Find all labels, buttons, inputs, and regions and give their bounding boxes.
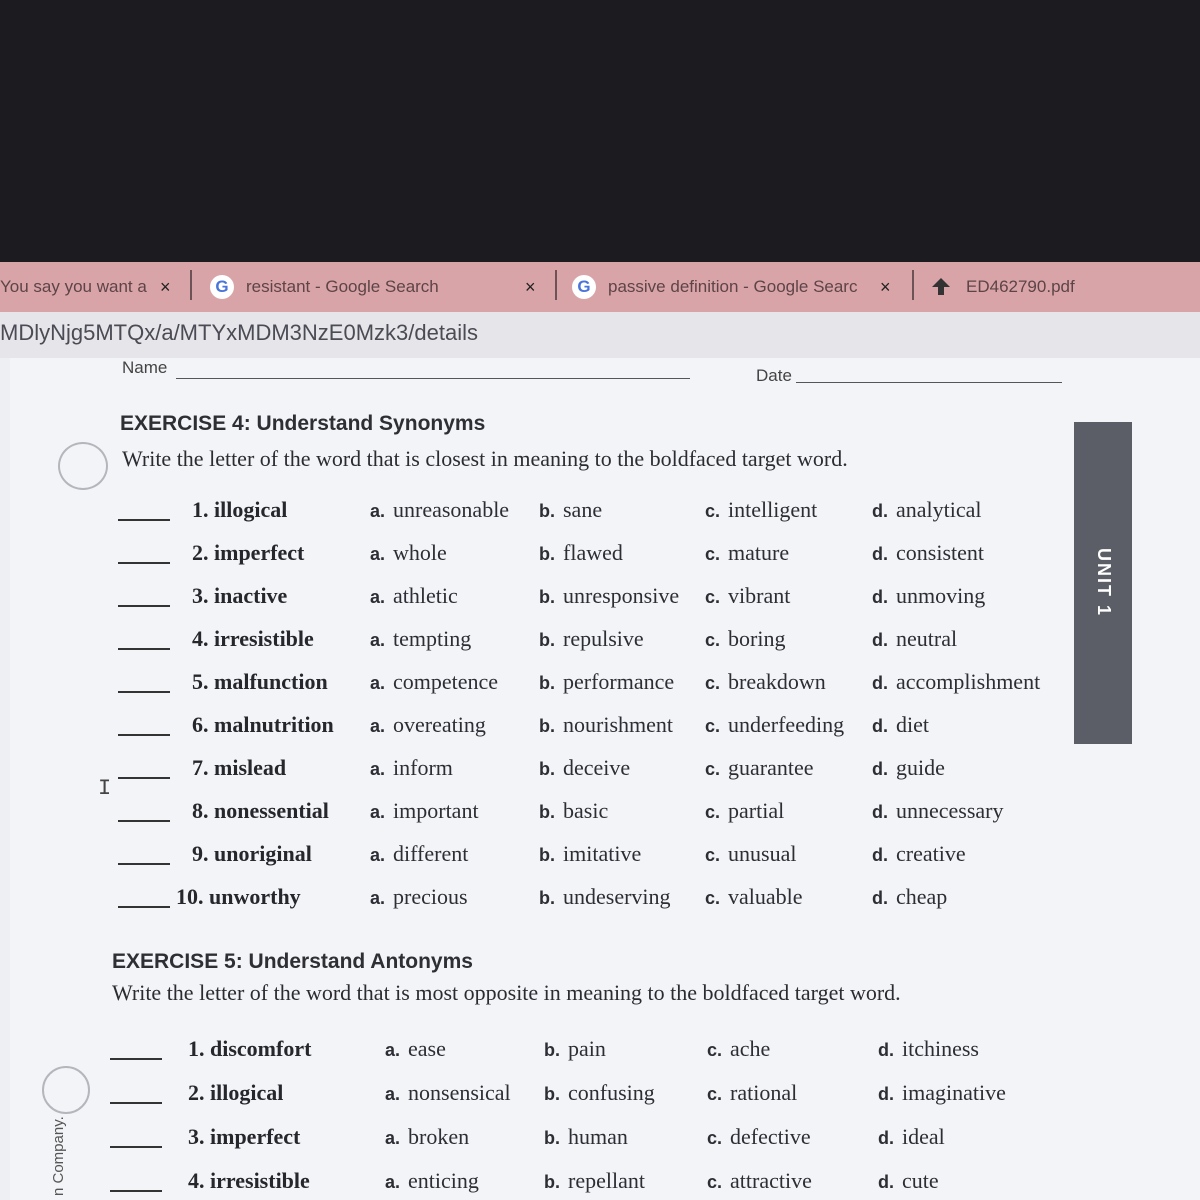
question-number: 3. [192,583,209,608]
question-row [0,712,1060,742]
option-text: deceive [563,755,631,780]
option-text: overeating [393,712,486,737]
answer-blank[interactable] [118,863,170,865]
option-text: imitative [563,841,642,866]
option-letter: b. [544,1172,560,1192]
option-text: guide [896,755,945,780]
option-text: basic [563,798,609,823]
publisher-credit: n Company. [50,1116,67,1196]
option-text: cute [902,1168,939,1193]
target-word [188,1124,300,1150]
address-bar[interactable] [0,312,1200,358]
option-d [872,540,984,566]
option-a [385,1124,469,1150]
target-word-text: malnutrition [214,712,334,737]
target-word [192,497,287,523]
option-text: rational [730,1080,798,1105]
option-letter: b. [539,630,555,650]
hole-punch-circle [58,442,108,490]
option-text: ease [408,1036,446,1061]
target-word [192,755,286,781]
target-word-text: illogical [210,1080,284,1105]
option-d [872,841,966,867]
answer-blank[interactable] [118,648,170,650]
option-text: attractive [730,1168,812,1193]
option-b [539,798,608,824]
answer-blank[interactable] [110,1058,162,1060]
option-letter: a. [385,1040,401,1060]
option-letter: c. [705,802,721,822]
option-a [370,798,479,824]
option-a [370,540,447,566]
option-letter: a. [370,673,386,693]
option-text: competence [393,669,499,694]
option-a [385,1080,511,1106]
option-letter: c. [705,845,721,865]
option-letter: d. [872,888,888,908]
option-a [370,841,468,867]
option-letter: a. [370,587,386,607]
question-number: 3. [188,1124,205,1149]
unit-label: UNIT 1 [1094,548,1114,618]
answer-blank[interactable] [118,820,170,822]
exercise-5-instruction: Write the letter of the word that is most opposite in meaning to the boldfaced target word. [112,980,901,1005]
option-d [878,1168,939,1194]
tab-you-say-you-want[interactable] [0,270,185,304]
question-row [0,884,1060,914]
option-text: valuable [728,884,803,909]
date-label: Date [756,366,792,385]
option-c [707,1080,797,1106]
option-letter: b. [539,845,555,865]
answer-blank[interactable] [118,734,170,736]
option-c [705,798,784,824]
question-row [0,1168,1060,1198]
option-letter: c. [705,673,721,693]
tab-title: ED462790.pdf [966,277,1075,296]
option-letter: a. [370,630,386,650]
target-word-text: inactive [214,583,288,608]
name-label: Name [122,358,168,377]
option-text: different [393,841,469,866]
option-letter: b. [539,802,555,822]
option-letter: c. [705,759,721,779]
target-word [188,1036,311,1062]
option-c [705,497,817,523]
question-row [0,755,1060,785]
option-c [705,540,789,566]
option-b [539,497,602,523]
option-letter: b. [539,501,555,521]
option-a [370,884,468,910]
answer-blank[interactable] [118,906,170,908]
option-d [872,712,929,738]
option-letter: b. [539,759,555,779]
option-d [878,1124,945,1150]
option-c [705,583,790,609]
answer-blank[interactable] [118,691,170,693]
close-icon[interactable]: × [880,276,891,297]
close-icon[interactable]: × [525,276,536,297]
target-word-text: malfunction [214,669,328,694]
option-d [878,1036,979,1062]
option-text: sane [563,497,603,522]
option-text: nourishment [563,712,673,737]
question-row [0,583,1060,613]
option-text: undeserving [563,884,671,909]
tab-title: passive definition - Google Searc [608,277,858,296]
option-letter: b. [539,888,555,908]
option-text: unresponsive [563,583,680,608]
option-text: guarantee [728,755,814,780]
option-b [539,712,673,738]
option-text: ideal [902,1124,945,1149]
option-b [544,1080,655,1106]
url-text[interactable]: MDlyNjg5MTQx/a/MTYxMDM3NzE0Mzk3/details [0,320,478,345]
target-word-text: nonessential [214,798,329,823]
option-text: athletic [393,583,458,608]
option-text: human [568,1124,628,1149]
option-letter: d. [872,587,888,607]
question-row [0,798,1060,828]
target-word-text: illogical [214,497,288,522]
option-c [705,669,826,695]
option-c [705,841,796,867]
target-word-text: unoriginal [214,841,312,866]
target-word-text: imperfect [210,1124,301,1149]
option-letter: c. [705,501,721,521]
option-letter: a. [370,845,386,865]
option-c [705,712,844,738]
option-d [872,626,957,652]
google-icon: G [572,275,596,299]
target-word [188,1168,310,1194]
target-word [176,884,301,910]
option-letter: c. [705,544,721,564]
question-number: 6. [192,712,209,737]
option-b [539,583,679,609]
option-d [872,755,945,781]
option-letter: a. [370,544,386,564]
option-letter: d. [872,759,888,779]
option-text: nonsensical [408,1080,511,1105]
target-word-text: irresistible [214,626,314,651]
question-row [0,1080,1060,1110]
option-text: cheap [896,884,948,909]
tab-title: resistant - Google Search [246,277,439,296]
option-text: unmoving [896,583,986,608]
question-number: 1. [188,1036,205,1061]
option-letter: d. [872,845,888,865]
option-a [370,712,486,738]
option-text: itchiness [902,1036,979,1061]
browser-tab-bar [0,262,1200,312]
option-text: analytical [896,497,982,522]
option-text: unreasonable [393,497,510,522]
option-letter: b. [539,587,555,607]
answer-blank[interactable] [118,519,170,521]
option-text: creative [896,841,966,866]
date-line [796,382,1062,383]
target-word-text: irresistible [210,1168,310,1193]
target-word-text: discomfort [210,1036,312,1061]
option-text: flawed [563,540,623,565]
option-d [872,497,982,523]
tab-separator [912,270,914,300]
option-text: ache [730,1036,771,1061]
target-word [188,1080,283,1106]
question-number: 4. [192,626,209,651]
option-letter: d. [878,1040,894,1060]
option-text: inform [393,755,453,780]
option-d [878,1080,1006,1106]
option-a [385,1168,479,1194]
option-letter: b. [539,716,555,736]
exercise-4-instruction: Write the letter of the word that is closest in meaning to the boldfaced target word. [122,446,848,471]
option-letter: c. [705,587,721,607]
option-c [707,1036,770,1062]
exercise-5-title: EXERCISE 5: Understand Antonyms [112,950,473,973]
option-text: precious [393,884,468,909]
option-letter: a. [385,1084,401,1104]
option-letter: b. [539,673,555,693]
option-b [539,669,674,695]
option-a [370,497,509,523]
question-number: 2. [192,540,209,565]
option-b [544,1036,606,1062]
option-text: mature [728,540,790,565]
answer-blank[interactable] [118,562,170,564]
option-d [872,884,947,910]
question-number: 2. [188,1080,205,1105]
option-text: defective [730,1124,811,1149]
option-letter: d. [872,630,888,650]
option-letter: a. [370,802,386,822]
option-text: boring [728,626,786,651]
option-letter: b. [544,1084,560,1104]
option-text: whole [393,540,447,565]
option-b [544,1124,628,1150]
answer-blank[interactable] [118,605,170,607]
question-row [0,1036,1060,1066]
question-row [0,626,1060,656]
option-letter: c. [707,1040,723,1060]
option-text: breakdown [728,669,826,694]
option-b [544,1168,645,1194]
option-text: intelligent [728,497,818,522]
option-b [539,841,641,867]
answer-blank[interactable] [118,777,170,779]
option-c [707,1124,811,1150]
option-letter: d. [872,802,888,822]
target-word [192,712,334,738]
option-b [539,884,671,910]
option-text: imaginative [902,1080,1006,1105]
option-c [705,626,785,652]
close-icon[interactable]: × [160,276,171,297]
question-row [0,669,1060,699]
option-c [705,755,814,781]
target-word [192,626,314,652]
option-letter: a. [370,759,386,779]
option-letter: d. [878,1084,894,1104]
question-number: 1. [192,497,209,522]
question-number: 4. [188,1168,205,1193]
question-row [0,497,1060,527]
target-word-text: imperfect [214,540,305,565]
option-letter: b. [544,1128,560,1148]
answer-blank[interactable] [110,1146,162,1148]
option-letter: a. [385,1172,401,1192]
question-number: 10. [176,884,204,909]
option-letter: c. [705,716,721,736]
question-number: 8. [192,798,209,823]
option-text: enticing [408,1168,479,1193]
option-text: tempting [393,626,472,651]
option-letter: c. [707,1128,723,1148]
option-a [370,626,471,652]
option-text: partial [728,798,785,823]
option-text: performance [563,669,675,694]
option-text: pain [568,1036,606,1061]
question-row [0,1124,1060,1154]
tab-separator [555,270,557,300]
option-letter: b. [544,1040,560,1060]
target-word-text: unworthy [209,884,301,909]
tab-separator [190,270,192,300]
option-b [539,755,630,781]
option-letter: d. [878,1128,894,1148]
option-text: confusing [568,1080,655,1105]
question-row [0,841,1060,871]
option-letter: d. [872,501,888,521]
option-letter: a. [385,1128,401,1148]
option-d [872,798,1004,824]
option-d [872,583,985,609]
option-letter: c. [705,630,721,650]
option-text: vibrant [728,583,791,608]
target-word [192,841,312,867]
target-word [192,540,304,566]
option-d [872,669,1040,695]
option-text: repulsive [563,626,644,651]
tab-title: You say you want a [0,277,147,296]
answer-blank[interactable] [110,1102,162,1104]
tab-passive-definition-search[interactable] [572,270,902,304]
option-text: accomplishment [896,669,1041,694]
option-c [705,884,803,910]
option-b [539,540,623,566]
option-text: consistent [896,540,984,565]
option-letter: d. [872,544,888,564]
name-line [176,378,690,379]
option-text: diet [896,712,929,737]
option-text: repellant [568,1168,645,1193]
option-letter: d. [872,716,888,736]
question-number: 5. [192,669,209,694]
answer-blank[interactable] [110,1190,162,1192]
tab-resistant-search[interactable] [210,270,550,304]
exercise-4-title: EXERCISE 4: Understand Synonyms [120,412,486,435]
option-letter: a. [370,888,386,908]
option-letter: d. [878,1172,894,1192]
option-letter: a. [370,501,386,521]
option-letter: a. [370,716,386,736]
option-a [370,583,458,609]
question-row [0,540,1060,570]
option-a [385,1036,446,1062]
text-cursor-icon: I [98,776,112,801]
option-text: unusual [728,841,797,866]
option-text: important [393,798,479,823]
option-b [539,626,644,652]
option-text: underfeeding [728,712,845,737]
tab-pdf[interactable] [930,270,1130,304]
option-text: neutral [896,626,958,651]
question-number: 9. [192,841,209,866]
option-letter: c. [705,888,721,908]
monitor-bezel [0,0,1200,262]
option-text: broken [408,1124,470,1149]
option-a [370,669,498,695]
target-word [192,583,287,609]
target-word [192,798,329,824]
option-c [707,1168,812,1194]
option-text: unnecessary [896,798,1004,823]
option-letter: c. [707,1084,723,1104]
option-letter: c. [707,1172,723,1192]
tree-icon [930,276,952,298]
option-a [370,755,453,781]
question-number: 7. [192,755,209,780]
google-icon: G [210,275,234,299]
target-word [192,669,328,695]
option-letter: b. [539,544,555,564]
option-letter: d. [872,673,888,693]
target-word-text: mislead [214,755,287,780]
